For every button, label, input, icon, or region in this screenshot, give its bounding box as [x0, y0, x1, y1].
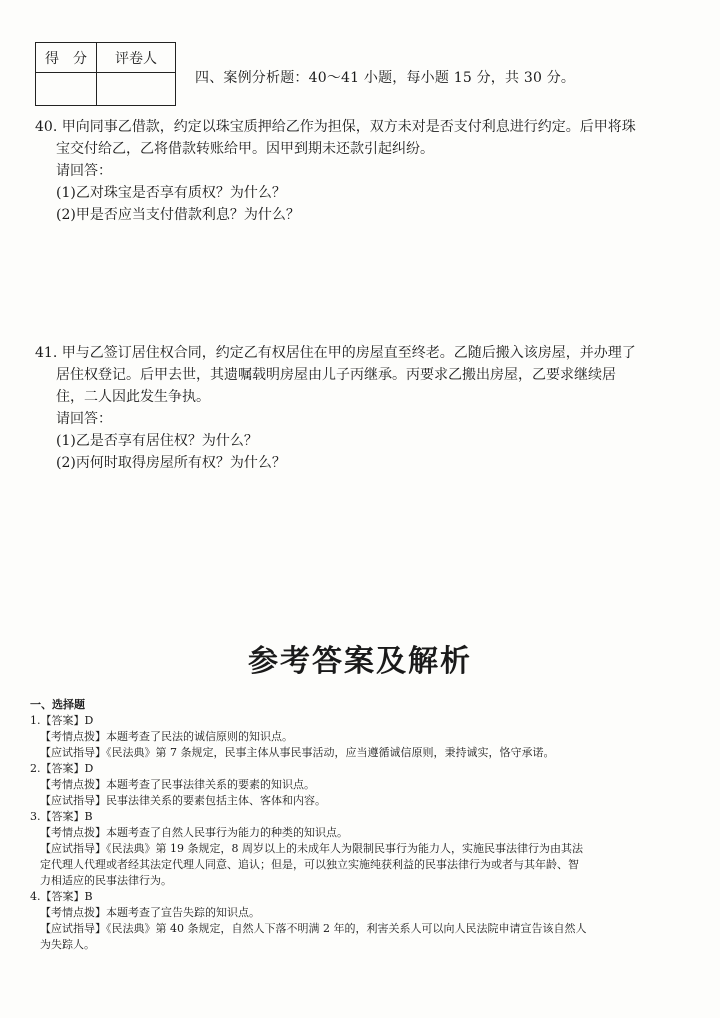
question-40: [35, 116, 675, 226]
answer-3-point: 【考情点拨】本题考查了自然人民事行为能力的种类的知识点。: [40, 826, 348, 839]
q41-sub2: (2)丙何时取得房屋所有权？为什么？: [56, 455, 286, 471]
section-header: 四、案例分析题：40～41 小题，每小题 15 分，共 30 分。: [195, 70, 576, 86]
answer-4-guide-2: 为失踪人。: [40, 938, 95, 951]
score-table: [35, 42, 176, 106]
q40-line1: 40. 甲向同事乙借款，约定以珠宝质押给乙作为担保，双方未对是否支付利息进行约定。后甲将珠: [35, 119, 636, 135]
score-label: 得 分: [36, 43, 97, 73]
score-cell: [36, 73, 97, 106]
q40-sub2: (2)甲是否应当支付借款利息？为什么？: [56, 207, 300, 223]
answer-1-point: 【考情点拨】本题考查了民法的诚信原则的知识点。: [40, 730, 293, 743]
answer-3: 3.【答案】B: [30, 810, 93, 823]
answer-1-guide: 【应试指导】《民法典》第 7 条规定，民事主体从事民事活动，应当遵循诚信原则，秉持诚实，恪守承诺。: [40, 746, 555, 759]
answer-3-guide-3: 力相适应的民事法律行为。: [40, 874, 172, 887]
question-41: [35, 342, 675, 474]
q40-prompt: 请回答：: [56, 163, 112, 179]
answer-3-guide-1: 【应试指导】《民法典》第 19 条规定，8 周岁以上的未成年人为限制民事行为能力人，实施民事法律行为由其法: [40, 842, 583, 855]
answer-2-point: 【考情点拨】本题考查了民事法律关系的要素的知识点。: [40, 778, 315, 791]
grader-label: 评卷人: [97, 43, 176, 73]
answers-title: 参考答案及解析: [248, 644, 472, 679]
answer-1: 1.【答案】D: [30, 714, 94, 727]
q41-line1: 41. 甲与乙签订居住权合同，约定乙有权居住在甲的房屋直至终老。乙随后搬入该房屋，并办理了: [35, 345, 636, 361]
answer-4: 4.【答案】B: [30, 890, 93, 903]
answer-2-guide: 【应试指导】民事法律关系的要素包括主体、客体和内容。: [40, 794, 326, 807]
q41-prompt: 请回答：: [56, 411, 112, 427]
q40-line2: 宝交付给乙，乙将借款转账给甲。因甲到期未还款引起纠纷。: [56, 141, 434, 157]
answers-section: [30, 697, 680, 953]
answers-section-heading: 一、选择题: [30, 698, 85, 711]
q41-sub1: (1)乙是否享有居住权？为什么？: [56, 433, 258, 449]
answer-4-point: 【考情点拨】本题考查了宣告失踪的知识点。: [40, 906, 260, 919]
q40-sub1: (1)乙对珠宝是否享有质权？为什么？: [56, 185, 286, 201]
grader-cell: [97, 73, 176, 106]
answer-2: 2.【答案】D: [30, 762, 94, 775]
q41-line3: 住，二人因此发生争执。: [56, 389, 210, 405]
q41-line2: 居住权登记。后甲去世，其遗嘱载明房屋由儿子丙继承。丙要求乙搬出房屋，乙要求继续居: [56, 367, 616, 383]
answer-4-guide-1: 【应试指导】《民法典》第 40 条规定，自然人下落不明满 2 年的，利害关系人可以向人民法院申请宣告该自然人: [40, 922, 587, 935]
answer-3-guide-2: 定代理人代理或者经其法定代理人同意、追认；但是，可以独立实施纯获利益的民事法律行为或者与其年龄、智: [40, 858, 579, 871]
